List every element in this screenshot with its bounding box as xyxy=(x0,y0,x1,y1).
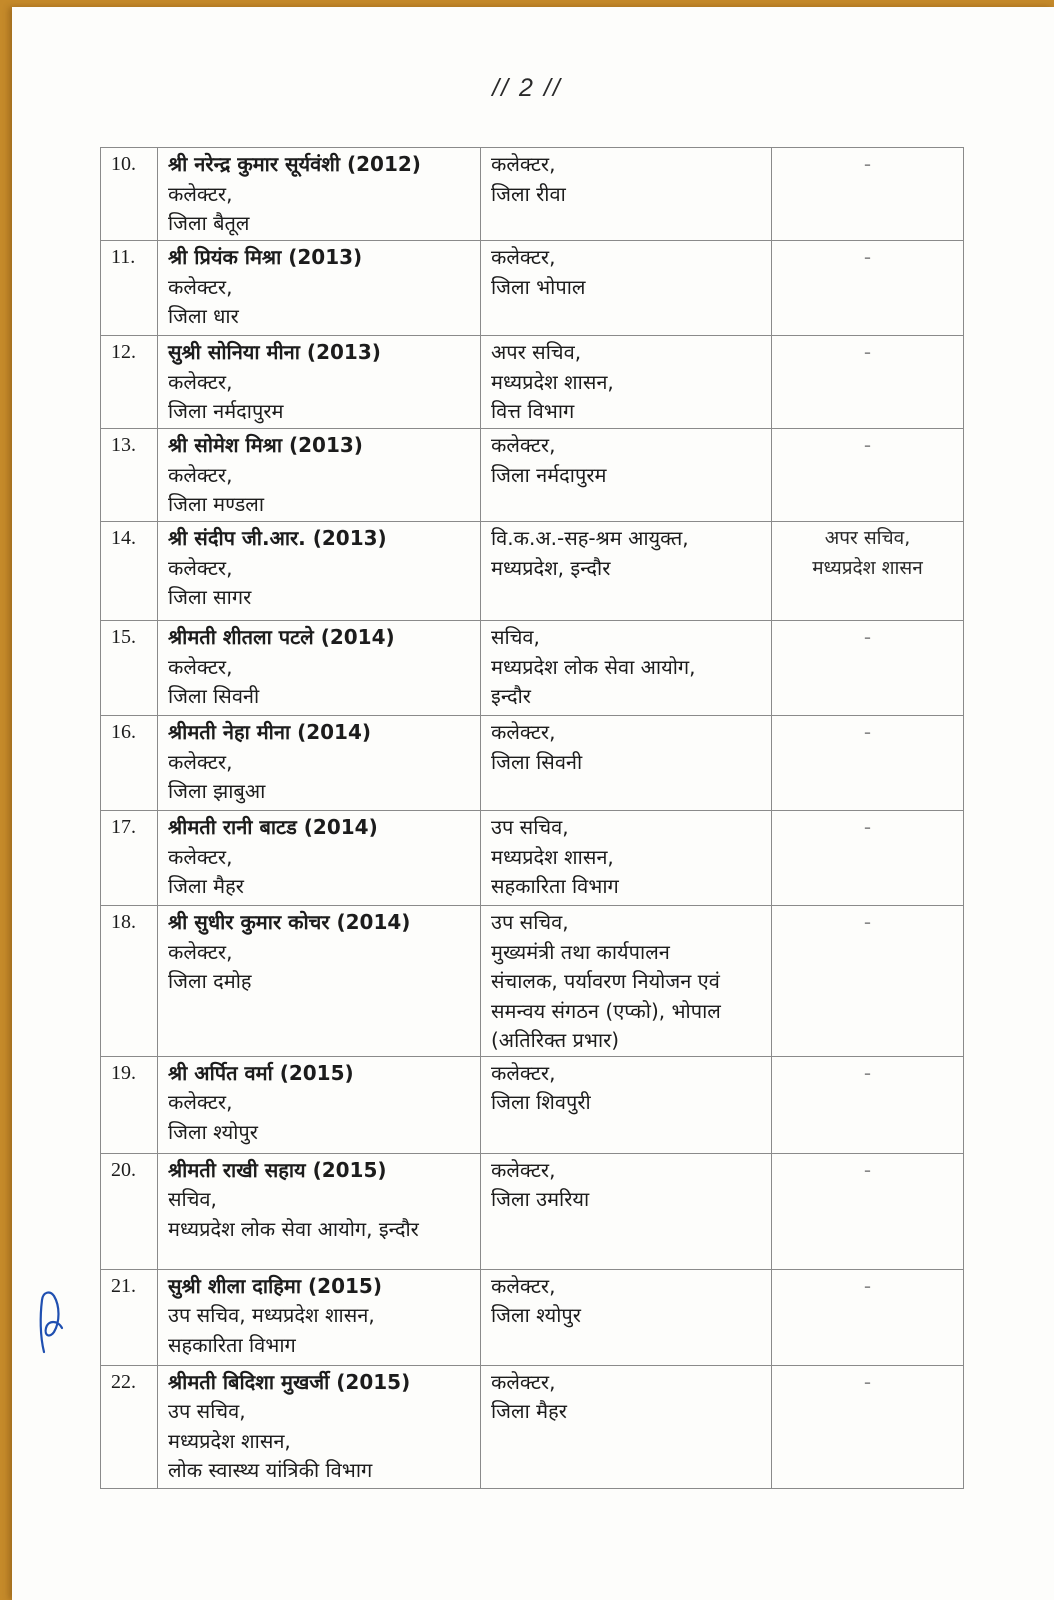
new-post-line: कलेक्टर, xyxy=(491,433,556,457)
current-post-line: जिला सागर xyxy=(168,585,252,609)
new-post-line: कलेक्टर, xyxy=(491,245,556,269)
current-post-line: उप सचिव, xyxy=(168,1399,246,1423)
new-post-line: कलेक्टर, xyxy=(491,1157,556,1182)
officer-name: श्रीमती नेहा मीना (2014) xyxy=(168,720,372,744)
officer-cell xyxy=(158,716,481,811)
current-post-line: जिला बैतूल xyxy=(168,211,250,235)
new-post-line: वित्त विभाग xyxy=(491,399,575,423)
additional-charge-line: मध्यप्रदेश शासन xyxy=(812,556,923,579)
current-post-line: सचिव, xyxy=(168,1187,217,1211)
table-row xyxy=(101,621,964,716)
serial-number: 16. xyxy=(101,716,158,811)
table-row xyxy=(101,906,964,1057)
serial-number: 18. xyxy=(101,906,158,1057)
officer-name: श्री सुधीर कुमार कोचर (2014) xyxy=(168,910,411,934)
empty-dash: - xyxy=(863,1060,872,1085)
additional-charge-cell xyxy=(772,336,964,429)
serial-number: 13. xyxy=(101,429,158,522)
officer-name: श्रीमती राखी सहाय (2015) xyxy=(168,1157,387,1182)
serial-number: 10. xyxy=(101,148,158,241)
new-post-line: कलेक्टर, xyxy=(491,152,556,176)
additional-charge-cell xyxy=(772,1269,964,1365)
new-post-line: जिला नर्मदापुरम xyxy=(491,462,607,487)
serial-number: 21. xyxy=(101,1269,158,1365)
new-post-line: जिला रीवा xyxy=(491,181,566,206)
table-row xyxy=(101,148,964,241)
officer-cell xyxy=(158,906,481,1057)
new-post-line: जिला शिवपुरी xyxy=(491,1090,591,1114)
current-post-line: कलेक्टर, xyxy=(168,939,233,964)
additional-charge-cell xyxy=(772,811,964,906)
additional-charge-cell xyxy=(772,716,964,811)
officer-name: श्री संदीप जी.आर. (2013) xyxy=(168,526,387,550)
new-post-line: संचालक, पर्यावरण नियोजन एवं xyxy=(491,969,720,993)
additional-charge-cell xyxy=(772,241,964,336)
current-post-line: कलेक्टर, xyxy=(168,654,233,679)
officer-cell xyxy=(158,241,481,336)
additional-charge-cell xyxy=(772,621,964,716)
new-posting-cell xyxy=(481,148,772,241)
new-post-line: समन्वय संगठन (एप्को), भोपाल xyxy=(491,998,721,1023)
new-post-line: सचिव, xyxy=(491,625,540,649)
current-post-line: कलेक्टर, xyxy=(168,1090,233,1114)
new-post-line: कलेक्टर, xyxy=(491,720,556,744)
new-post-line: जिला मैहर xyxy=(491,1399,567,1423)
table-row xyxy=(101,1269,964,1365)
new-post-line: कलेक्टर, xyxy=(491,1273,556,1298)
new-post-line: जिला भोपाल xyxy=(491,274,586,299)
serial-number: 11. xyxy=(101,241,158,336)
table-row xyxy=(101,336,964,429)
new-post-line: कलेक्टर, xyxy=(491,1369,556,1394)
new-post-line: मुख्यमंत्री तथा कार्यपालन xyxy=(491,939,670,964)
current-post-line: कलेक्टर, xyxy=(168,844,233,869)
new-post-line: उप सचिव, xyxy=(491,815,569,839)
serial-number: 17. xyxy=(101,811,158,906)
officer-cell xyxy=(158,429,481,522)
current-post-line: जिला मण्डला xyxy=(168,492,265,516)
table-row xyxy=(101,1153,964,1269)
officer-name: श्री सोमेश मिश्रा (2013) xyxy=(168,433,363,457)
serial-number: 14. xyxy=(101,522,158,621)
new-posting-cell xyxy=(481,811,772,906)
additional-charge-cell xyxy=(772,906,964,1057)
additional-charge-cell xyxy=(772,1056,964,1153)
new-post-line: मध्यप्रदेश शासन, xyxy=(491,369,614,394)
empty-dash: - xyxy=(863,625,872,649)
new-posting-cell xyxy=(481,522,772,621)
officer-name: श्री नरेन्द्र कुमार सूर्यवंशी (2012) xyxy=(168,152,421,176)
signature-initial xyxy=(36,1286,66,1358)
empty-dash: - xyxy=(863,152,872,176)
current-post-line: कलेक्टर, xyxy=(168,462,233,487)
empty-dash: - xyxy=(863,815,872,839)
new-posting-cell xyxy=(481,621,772,716)
officer-cell xyxy=(158,336,481,429)
current-post-line: कलेक्टर, xyxy=(168,181,233,206)
additional-charge-cell xyxy=(772,148,964,241)
officer-cell xyxy=(158,1056,481,1153)
current-post-line: उप सचिव, मध्यप्रदेश शासन, xyxy=(168,1303,375,1327)
current-post-line: कलेक्टर, xyxy=(168,749,233,774)
serial-number: 12. xyxy=(101,336,158,429)
current-post-line: कलेक्टर, xyxy=(168,555,233,580)
current-post-line: जिला दमोह xyxy=(168,969,252,993)
table-row xyxy=(101,811,964,906)
officer-name: सुश्री शीला दाहिमा (2015) xyxy=(168,1273,382,1298)
officer-cell xyxy=(158,811,481,906)
table-row xyxy=(101,716,964,811)
empty-dash: - xyxy=(863,720,872,744)
empty-dash: - xyxy=(863,1273,872,1298)
new-posting-cell xyxy=(481,1153,772,1269)
current-post-line: जिला श्योपुर xyxy=(168,1119,258,1144)
current-post-line: जिला नर्मदापुरम xyxy=(168,399,284,423)
additional-charge-cell xyxy=(772,1153,964,1269)
new-post-line: मध्यप्रदेश लोक सेवा आयोग, xyxy=(491,654,696,679)
table-body xyxy=(101,148,964,1489)
new-post-line: जिला सिवनी xyxy=(491,749,583,774)
empty-dash: - xyxy=(863,245,872,269)
officer-name: श्रीमती शीतला पटले (2014) xyxy=(168,625,395,649)
new-posting-cell xyxy=(481,1269,772,1365)
new-posting-cell xyxy=(481,241,772,336)
new-post-line: वि.क.अ.-सह-श्रम आयुक्त, xyxy=(491,526,689,550)
new-post-line: कलेक्टर, xyxy=(491,1060,556,1085)
empty-dash: - xyxy=(863,910,872,934)
new-posting-cell xyxy=(481,906,772,1057)
page-number: // 2 // xyxy=(492,74,562,102)
additional-charge-cell xyxy=(772,1365,964,1488)
current-post-line: जिला मैहर xyxy=(168,874,244,898)
new-post-line: मध्यप्रदेश, इन्दौर xyxy=(491,555,611,580)
officer-cell xyxy=(158,148,481,241)
transfer-order-table xyxy=(100,147,964,1489)
officer-cell xyxy=(158,621,481,716)
empty-dash: - xyxy=(863,1369,872,1394)
serial-number: 19. xyxy=(101,1056,158,1153)
serial-number: 15. xyxy=(101,621,158,716)
new-post-line: उप सचिव, xyxy=(491,910,569,934)
new-posting-cell xyxy=(481,716,772,811)
current-post-line: मध्यप्रदेश शासन, xyxy=(168,1428,291,1453)
new-post-line: जिला श्योपुर xyxy=(491,1303,581,1327)
officer-name: श्री प्रियंक मिश्रा (2013) xyxy=(168,245,363,269)
officer-name: सुश्री सोनिया मीना (2013) xyxy=(168,340,381,364)
table-row xyxy=(101,1365,964,1488)
additional-charge-cell xyxy=(772,522,964,621)
current-post-line: जिला झाबुआ xyxy=(168,779,266,803)
officer-cell xyxy=(158,1269,481,1365)
new-posting-cell xyxy=(481,429,772,522)
officer-cell xyxy=(158,1153,481,1269)
current-post-line: कलेक्टर, xyxy=(168,369,233,394)
new-post-line: अपर सचिव, xyxy=(491,340,582,364)
new-posting-cell xyxy=(481,1365,772,1488)
new-post-line: मध्यप्रदेश शासन, xyxy=(491,844,614,869)
empty-dash: - xyxy=(863,340,872,364)
current-post-line: लोक स्वास्थ्य यांत्रिकी विभाग xyxy=(168,1458,373,1482)
new-posting-cell xyxy=(481,336,772,429)
table-row xyxy=(101,429,964,522)
new-post-line: जिला उमरिया xyxy=(491,1187,590,1211)
serial-number: 20. xyxy=(101,1153,158,1269)
current-post-line: मध्यप्रदेश लोक सेवा आयोग, इन्दौर xyxy=(168,1216,419,1241)
new-post-line: (अतिरिक्त प्रभार) xyxy=(491,1028,620,1052)
additional-charge-cell xyxy=(772,429,964,522)
new-post-line: इन्दौर xyxy=(491,684,531,708)
officer-cell xyxy=(158,522,481,621)
officer-name: श्रीमती बिदिशा मुखर्जी (2015) xyxy=(168,1369,411,1394)
officer-name: श्रीमती रानी बाटड (2014) xyxy=(168,815,378,839)
new-post-line: सहकारिता विभाग xyxy=(491,874,619,898)
table-row xyxy=(101,241,964,336)
table-row xyxy=(101,522,964,621)
serial-number: 22. xyxy=(101,1365,158,1488)
additional-charge-line: अपर सचिव, xyxy=(824,527,911,549)
empty-dash: - xyxy=(863,433,872,457)
current-post-line: जिला धार xyxy=(168,304,239,328)
new-posting-cell xyxy=(481,1056,772,1153)
empty-dash: - xyxy=(863,1157,872,1182)
current-post-line: जिला सिवनी xyxy=(168,684,260,708)
current-post-line: कलेक्टर, xyxy=(168,274,233,299)
current-post-line: सहकारिता विभाग xyxy=(168,1332,296,1357)
table-row xyxy=(101,1056,964,1153)
officer-name: श्री अर्पित वर्मा (2015) xyxy=(168,1060,354,1085)
officer-cell xyxy=(158,1365,481,1488)
